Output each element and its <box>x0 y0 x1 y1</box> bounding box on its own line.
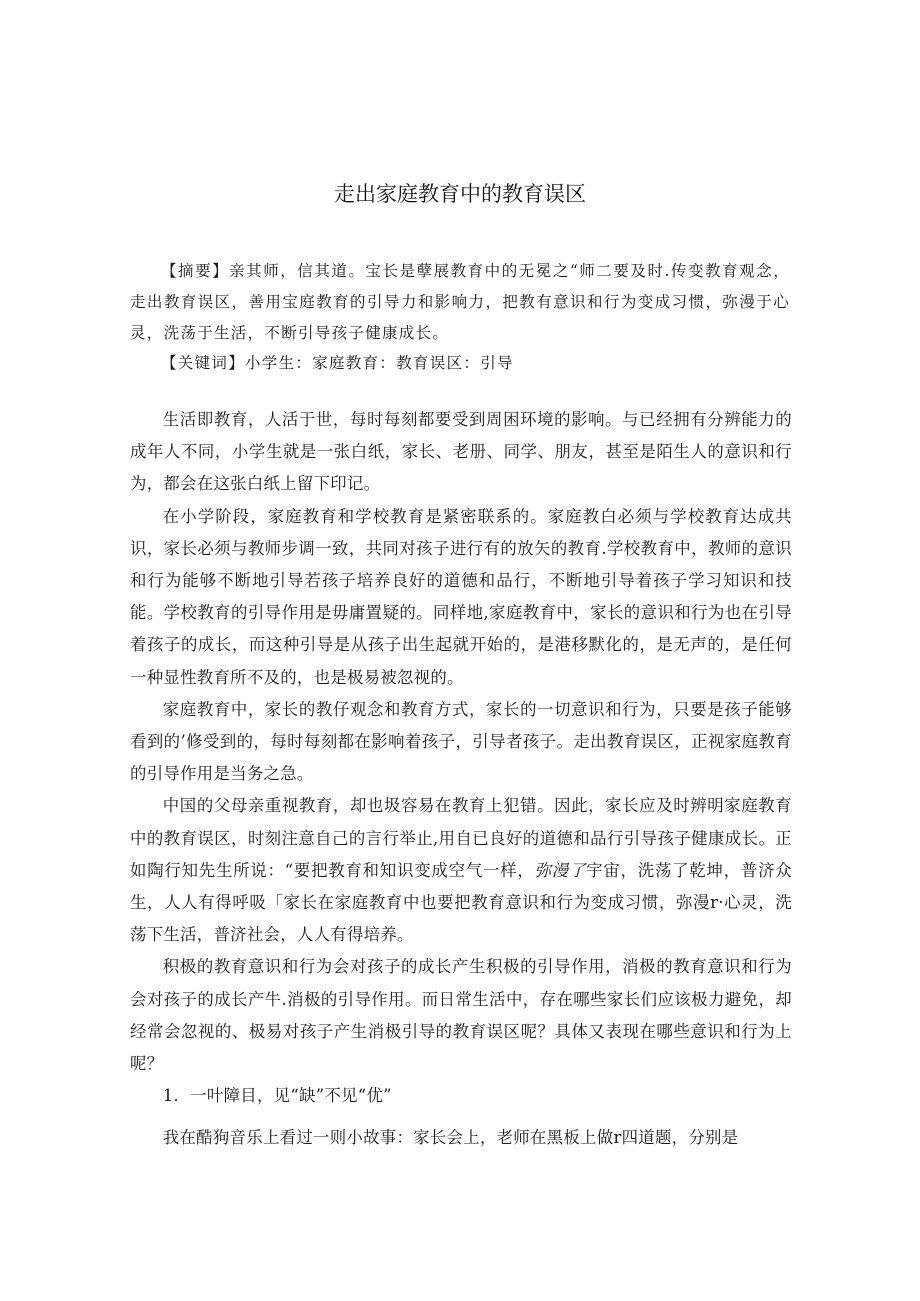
body-paragraph-3: 家庭教育中，家长的教仔观念和教育方式，家长的一切意识和行为，只要是孩子能够看到的’修受到的，每时每刻都在影响着孩子，引导者孩子。走出教育误区，正视家庭教育的引导作用是当务之急。 <box>130 699 792 784</box>
body-paragraph-6: 我在酷狗音乐上看过一则小故事：家长会上，老师在黑板上做r四道题，分别是 <box>162 1128 739 1148</box>
abstract: 【摘要】亲其师，信其道。宝长是孽展教育中的无冕之“师二要及时.传变教育观念，走出教育误区，善用宝庭教育的引导力和影响力，把教有意识和行为变成习惯，弥漫于心灵，洗荡于生活，不断引导孩子健康成长。 <box>130 262 790 342</box>
body-paragraph-2: 在小学阶段，家庭教育和学校教育是紧密联系的。家庭教白必须与学校教育达成共识，家长必须与教师步调一致，共同对孩子进行有的放矢的教育.学校教育中，教师的意识和行为能够不断地引导若孩子培养良好的道德和品行，不断地引导着孩子学习知识和技能。学校教育的引导作用是毋庸置疑的。同样地,家庭教育中，家长的意识和行为也在引导着孩子的成长，而这种引导是从孩子出生起就开始的，是港移默化的，是无声的，是任何一种显性教育所不及的，也是极易被忽视的。 <box>130 506 792 687</box>
body-paragraph-4 <box>130 790 792 951</box>
document-body <box>130 404 792 1155</box>
body-paragraph-1: 生活即教育，人活于世，每时每刻都要受到周困环境的影响。与已经拥有分辨能力的成年人不同，小学生就是一张白纸，家长、老册、同学、朋友，甚至是陌生人的意识和行为，都会在这张白纸上留下印记。 <box>130 410 792 494</box>
para4-italic: 弥漫了 <box>534 860 587 880</box>
para4-before: 中国的父母亲重视教育，却也圾容易在教育上犯错。因此，家长应及时辨明家庭教育中的教育误区，时刻注意自己的言行举止,用自已良好的道德和品行引导孩子健康成长。正如陶行知先生所说：“要把教育和知识变成空气一样， <box>130 796 792 880</box>
document-title: 走出家庭教育中的教育误区 <box>334 182 586 206</box>
keywords: 【关键词】小学生：家庭教育：教育误区：引导 <box>161 354 514 372</box>
body-paragraph-5: 积极的教育意识和行为会对孩子的成长产生积极的引导作用，消极的教育意识和行为会对孩子的成长产牛.消极的引导作用。而日常生活中，存在哪些家长们应该极力避免，却经常会忽视的、极易对孩子产生消极引导的教育误区呢？具体又表现在哪些意识和行为上呢？ <box>130 957 792 1074</box>
section-heading-1: 1．一叶障目，见“缺”不见“优” <box>162 1086 392 1106</box>
para4-after: 宇宙，洗荡了乾坤，普济众生，人人有得呼吸「家长在家庭教育中也要把教育意识和行为变成习惯，弥漫r·心灵，洗荡下生活，普济社会，人人有得培养。 <box>130 860 792 945</box>
